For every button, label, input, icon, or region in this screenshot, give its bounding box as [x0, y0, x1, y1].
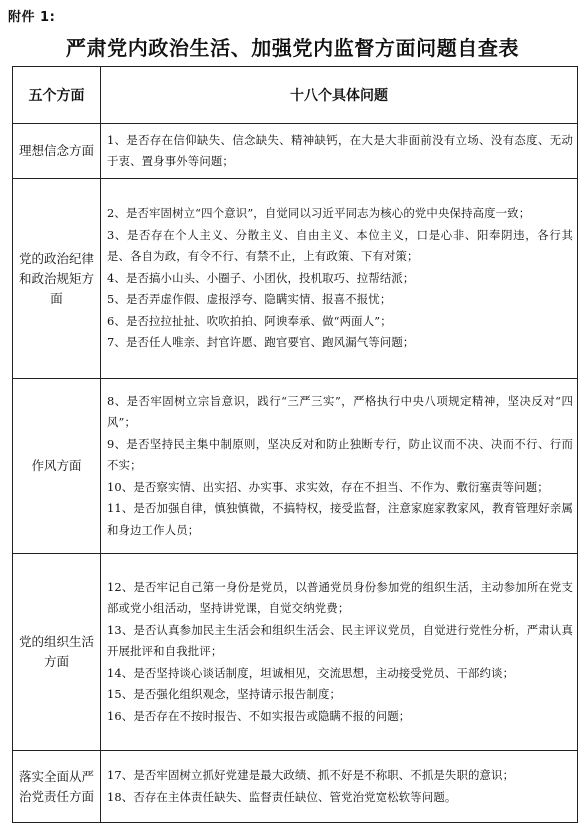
issue-item: 13、是否认真参加民主生活会和组织生活会、民主评议党员，自觉进行党性分析，严肃认真开展批评和自我批评； [107, 622, 573, 659]
issue-item: 15、是否强化组织观念，坚持请示报告制度； [107, 687, 342, 702]
issues-cell [101, 751, 578, 823]
issue-item: 11、是否加强自律，慎独慎微，不搞特权，接受监督，注意家庭家教家风，教育管理好亲属和身边工作人员； [107, 501, 573, 537]
issue-item: 12、是否牢记自己第一身份是党员，以普通党员身份参加党的组织生活，主动参加所在党支部或党小组活动，坚持讲党课，自觉交纳党费； [107, 579, 573, 616]
table-row [13, 751, 578, 823]
document-title: 严肃党内政治生活、加强党内监督方面问题自查表 [65, 36, 520, 60]
category-ideals: 理想信念方面 [13, 124, 101, 179]
issue-item: 4、是否搞小山头、小圈子、小团伙，投机取巧、拉帮结派； [107, 270, 415, 285]
table-row [13, 124, 578, 179]
table-row [13, 554, 578, 751]
category-work-style: 作风方面 [13, 379, 101, 554]
category-organizational-life: 党的组织生活方面 [13, 554, 101, 751]
issue-item: 9、是否坚持民主集中制原则，坚决反对和防止独断专行，防止议而不决、决而不行、行而不实； [107, 436, 573, 473]
issue-item: 2、是否牢固树立“四个意识”，自觉同以习近平同志为核心的党中央保持高度一致； [107, 206, 531, 221]
attachment-label: 附件 1: [8, 10, 56, 25]
table-row [13, 179, 578, 379]
issue-item: 16、是否存在不按时报告、不如实报告或隐瞒不报的问题； [107, 708, 411, 723]
self-check-table [12, 66, 578, 823]
issue-item: 1、是否存在信仰缺失、信念缺失、精神缺钙，在大是大非面前没有立场、没有态度、无动于衷、置身事外等问题； [107, 132, 573, 168]
issues-cell [101, 554, 578, 751]
issues-cell [101, 379, 578, 554]
issue-item: 10、是否察实情、出实招、办实事、求实效，存在不担当、不作为、敷衍塞责等问题； [107, 479, 549, 494]
category-political-discipline: 党的政治纪律和政治规矩方面 [13, 179, 101, 379]
header-issues: 十八个具体问题 [101, 67, 578, 124]
issue-item: 14、是否坚持谈心谈话制度，坦诚相见，交流思想，主动接受党员、干部约谈； [107, 665, 515, 680]
category-party-governance: 落实全面从严治党责任方面 [13, 751, 101, 823]
issues-cell [101, 124, 578, 179]
issue-item: 7、是否任人唯亲、封官许愿、跑官要官、跑风漏气等问题； [107, 335, 415, 350]
table-row [13, 379, 578, 554]
table-header-row [13, 67, 578, 124]
header-aspects: 五个方面 [13, 67, 101, 124]
issue-item: 3、是否存在个人主义、分散主义、自由主义、本位主义，口是心非、阳奉阴违，各行其是、各自为政，有令不行、有禁不止，上有政策、下有对策； [107, 227, 573, 264]
issue-item: 6、是否拉拉扯扯、吹吹拍拍、阿谀奉承、做“两面人”； [107, 313, 392, 328]
issues-cell [101, 179, 578, 379]
issue-item: 8、是否牢固树立宗旨意识，践行“三严三实”，严格执行中央八项规定精神，坚决反对“四风”； [107, 393, 573, 430]
issue-item: 18、否存在主体责任缺失、监督责任缺位、管党治党宽松软等问题。 [107, 789, 457, 804]
issue-item: 17、是否牢固树立抓好党建是最大政绩、抓不好是不称职、不抓是失职的意识； [107, 768, 515, 782]
issue-item: 5、是否弄虚作假、虚报浮夸、隐瞒实情、报喜不报忧； [107, 292, 392, 307]
